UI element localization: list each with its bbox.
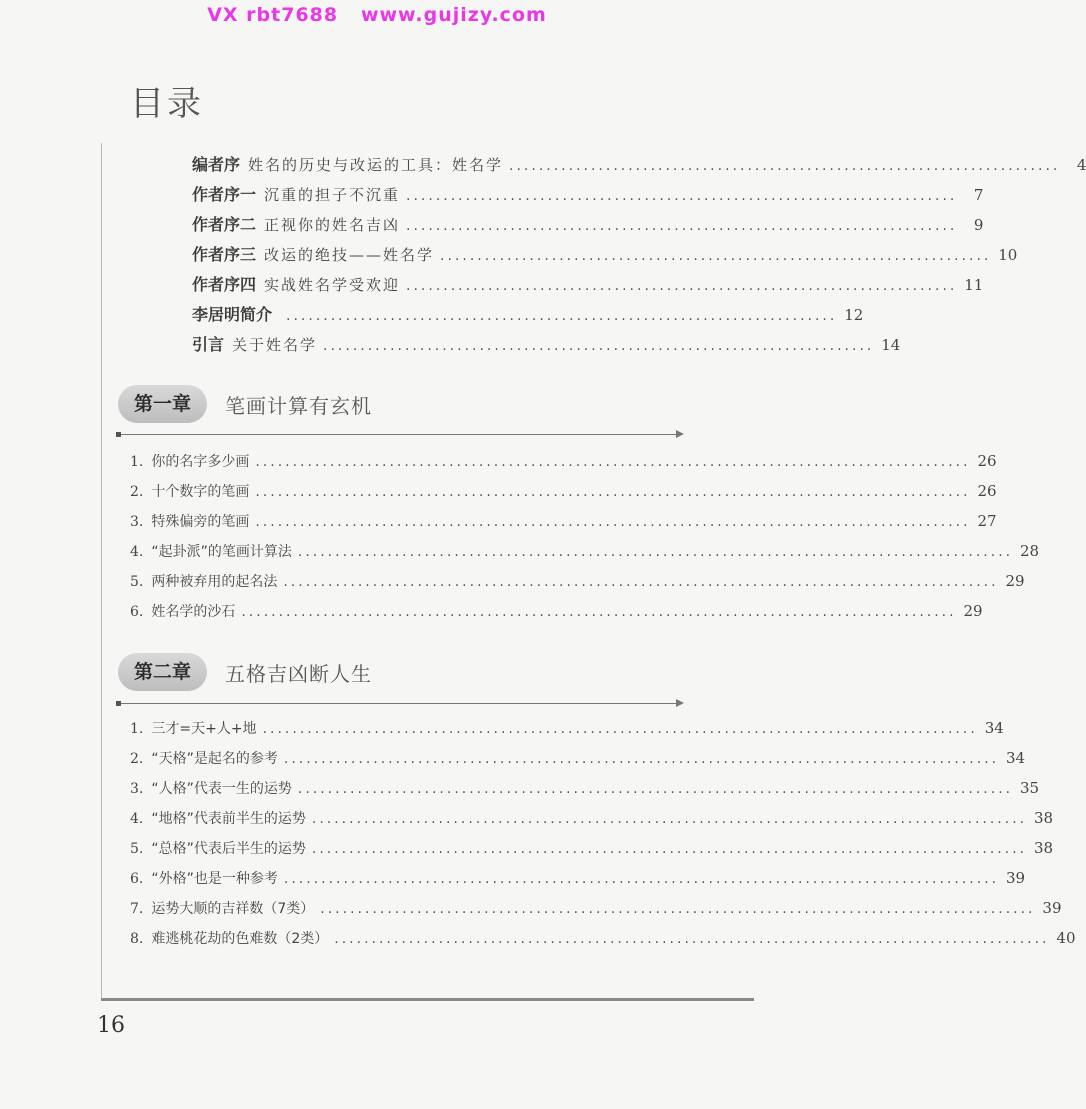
page-number: 16	[97, 1013, 125, 1038]
dot-leader: ..........................................................................	[406, 278, 958, 294]
chapter-2-list	[130, 713, 1076, 953]
preface-entry-intro[interactable]	[192, 330, 901, 360]
preface-page-number: 14	[881, 336, 901, 354]
item-text: “外格”也是一种参考	[151, 871, 278, 887]
preface-label: 作者序一	[192, 185, 257, 204]
chapter-1-item[interactable]	[130, 506, 997, 536]
preface-page-number: 10	[998, 246, 1018, 264]
item-page-number: 39	[1042, 899, 1062, 917]
preface-page-number: 12	[844, 306, 864, 324]
preface-entry-author-4[interactable]	[192, 270, 984, 300]
item-text: 特殊偏旁的笔画	[151, 514, 250, 530]
dot-leader: ..........................................................................	[509, 158, 1061, 174]
chapter-1-item[interactable]	[130, 596, 983, 626]
dot-leader: ................................................................................................	[255, 514, 971, 530]
preface-label: 作者序二	[192, 215, 257, 234]
item-text: “人格”代表一生的运势	[151, 781, 292, 797]
dot-leader: ................................................................................................	[311, 811, 1028, 827]
item-text: “地格”代表前半生的运势	[151, 811, 306, 827]
preface-text: 关于姓名学	[232, 336, 318, 354]
preface-text: 改运的绝技——姓名学	[264, 246, 435, 264]
page-title: 目录	[130, 84, 204, 124]
chapter-2-item[interactable]	[130, 803, 1054, 833]
chapter-2-item[interactable]	[130, 743, 1026, 773]
item-page-number: 34	[984, 719, 1004, 737]
chapter-divider-arrow	[118, 703, 678, 704]
item-number: 4.	[130, 544, 144, 560]
chapter-1-item[interactable]	[130, 446, 997, 476]
dot-leader: ................................................................................................	[320, 901, 1036, 917]
item-text: 姓名学的沙石	[151, 604, 236, 620]
preface-entry-author-1[interactable]	[192, 180, 984, 210]
dot-leader: ..........................................................................	[406, 218, 958, 234]
dot-leader: ................................................................................................	[297, 544, 1014, 560]
item-text: 三才=天+人+地	[151, 721, 257, 737]
preface-entry-bio[interactable]	[192, 300, 864, 330]
item-text: 你的名字多少画	[151, 454, 250, 470]
preface-page-number: 11	[964, 276, 984, 294]
item-number: 7.	[130, 901, 144, 917]
item-text: 运势大顺的吉祥数（7类）	[151, 901, 315, 917]
item-number: 2.	[130, 484, 144, 500]
preface-list	[192, 150, 1086, 360]
preface-text: 正视你的姓名吉凶	[264, 216, 401, 234]
item-number: 2.	[130, 751, 144, 767]
item-page-number: 26	[977, 482, 997, 500]
preface-page-number: 9	[973, 216, 984, 234]
preface-text: 沉重的担子不沉重	[264, 186, 401, 204]
preface-label: 引言	[192, 335, 225, 354]
item-number: 1.	[130, 721, 144, 737]
item-page-number: 26	[977, 452, 997, 470]
chapter-title: 笔画计算有玄机	[225, 393, 373, 418]
chapter-2-item[interactable]	[130, 923, 1076, 953]
item-number: 3.	[130, 514, 144, 530]
preface-entry-author-3[interactable]	[192, 240, 1018, 270]
dot-leader: ................................................................................................	[255, 454, 971, 470]
chapter-2-item[interactable]	[130, 773, 1040, 803]
chapter-label-badge: 第二章	[118, 653, 207, 691]
dot-leader: ..........................................................................	[286, 308, 838, 324]
dot-leader: ................................................................................................	[283, 751, 1000, 767]
item-page-number: 28	[1020, 542, 1040, 560]
item-page-number: 38	[1034, 839, 1054, 857]
dot-leader: ..........................................................................	[440, 248, 992, 264]
chapter-divider-arrow	[118, 434, 678, 435]
chapter-2-item[interactable]	[130, 833, 1054, 863]
chapter-label-badge: 第一章	[118, 385, 207, 423]
dot-leader: ................................................................................................	[283, 871, 1000, 887]
item-text: 十个数字的笔画	[151, 484, 250, 500]
item-text: 两种被弃用的起名法	[151, 574, 278, 590]
chapter-2-heading[interactable]	[118, 652, 372, 692]
item-page-number: 34	[1006, 749, 1026, 767]
item-page-number: 29	[1005, 572, 1025, 590]
preface-text: 实战姓名学受欢迎	[264, 276, 401, 294]
item-number: 4.	[130, 811, 144, 827]
item-page-number: 29	[963, 602, 983, 620]
chapter-1-item[interactable]	[130, 476, 997, 506]
dot-leader: ..........................................................................	[323, 338, 875, 354]
item-text: “天格”是起名的参考	[151, 751, 278, 767]
chapter-1-list	[130, 446, 1040, 626]
preface-label: 作者序四	[192, 275, 257, 294]
dot-leader: ................................................................................................	[334, 931, 1050, 947]
watermark-text: VX rbt7688 www.gujizy.com	[207, 4, 547, 26]
item-page-number: 40	[1056, 929, 1076, 947]
dot-leader: ................................................................................................	[241, 604, 957, 620]
dot-leader: ................................................................................................	[283, 574, 999, 590]
item-number: 5.	[130, 841, 144, 857]
preface-label: 李居明简介	[192, 305, 273, 324]
frame-bottom-border	[101, 998, 754, 1001]
chapter-1-item[interactable]	[130, 566, 1025, 596]
frame-left-border	[101, 143, 102, 999]
item-text: “总格”代表后半生的运势	[151, 841, 306, 857]
chapter-2-item[interactable]	[130, 713, 1004, 743]
dot-leader: ................................................................................................	[297, 781, 1014, 797]
item-page-number: 27	[977, 512, 997, 530]
item-number: 5.	[130, 574, 144, 590]
dot-leader: ..........................................................................	[406, 188, 958, 204]
preface-label: 编者序	[192, 155, 241, 174]
item-page-number: 35	[1020, 779, 1040, 797]
item-number: 8.	[130, 931, 144, 947]
dot-leader: ................................................................................................	[262, 721, 978, 737]
chapter-2-item[interactable]	[130, 863, 1026, 893]
item-text: 难逃桃花劫的色难数（2类）	[151, 931, 329, 947]
item-number: 1.	[130, 454, 144, 470]
item-text: “起卦派”的笔画计算法	[151, 544, 292, 560]
item-number: 6.	[130, 604, 144, 620]
item-page-number: 38	[1034, 809, 1054, 827]
preface-entry-author-2[interactable]	[192, 210, 984, 240]
chapter-1-heading[interactable]	[118, 384, 372, 424]
preface-entry-editor[interactable]	[192, 150, 1086, 180]
chapter-title: 五格吉凶断人生	[225, 661, 373, 686]
preface-page-number: 7	[973, 186, 984, 204]
preface-label: 作者序三	[192, 245, 257, 264]
preface-page-number: 4	[1076, 156, 1086, 174]
chapter-2-item[interactable]	[130, 893, 1062, 923]
chapter-1-item[interactable]	[130, 536, 1040, 566]
preface-text: 姓名的历史与改运的工具：姓名学	[248, 156, 504, 174]
item-number: 3.	[130, 781, 144, 797]
dot-leader: ................................................................................................	[255, 484, 971, 500]
item-number: 6.	[130, 871, 144, 887]
dot-leader: ................................................................................................	[311, 841, 1028, 857]
item-page-number: 39	[1006, 869, 1026, 887]
